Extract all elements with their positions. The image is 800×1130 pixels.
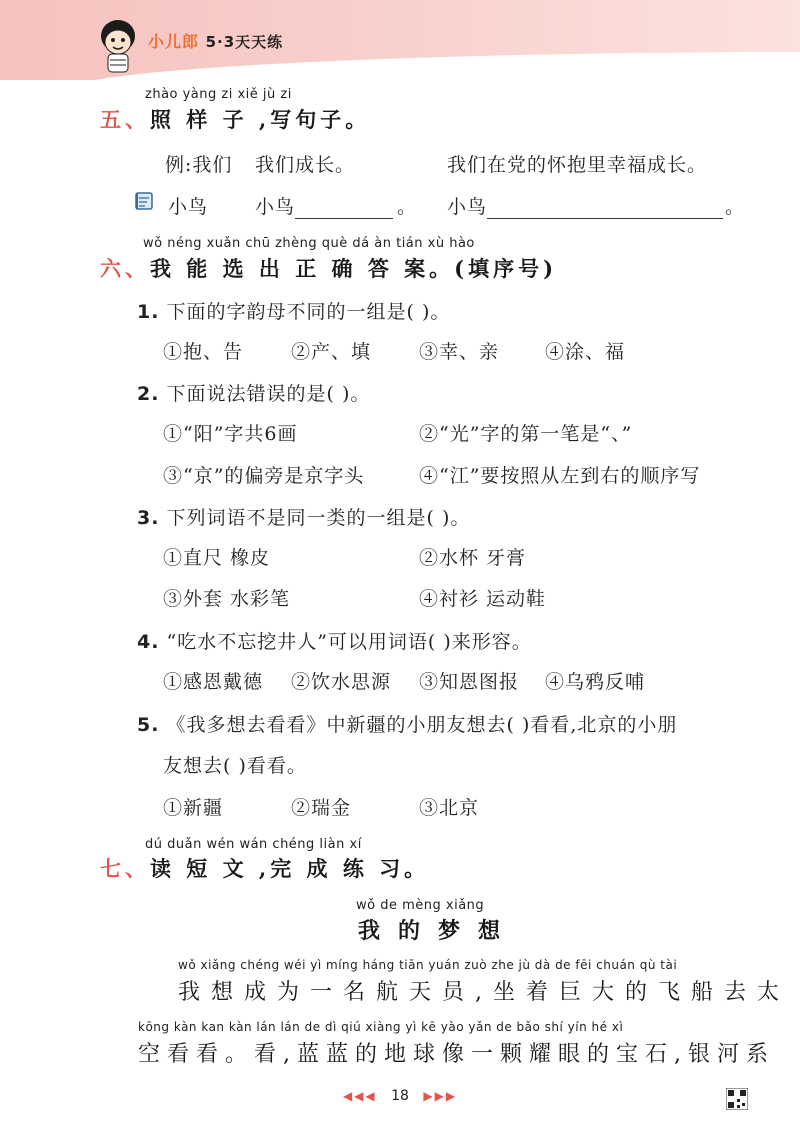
q1-option-4[interactable]: ④涂、福: [545, 341, 626, 363]
q4-option-4[interactable]: ④乌鸦反哺: [545, 671, 646, 693]
section5-number: 五、: [100, 107, 150, 132]
q1-option-3[interactable]: ③幸、亲: [419, 341, 500, 363]
question-5-text-cont: 友想去( )看看。: [163, 755, 307, 777]
question-1-number: 1.: [137, 301, 160, 323]
section7-title-text: 读 短 文 ,完 成 练 习。: [150, 856, 430, 881]
q3-option-2[interactable]: ②水杯 牙膏: [419, 547, 527, 569]
brand-name: 小儿郎: [148, 32, 200, 51]
story-line-1-pinyin: wǒ xiǎng chéng wéi yì míng háng tiān yuán zuò zhe jù dà de fēi chuán qù tài: [178, 958, 678, 972]
question-2-number: 2.: [137, 383, 160, 405]
task-end-1: 。: [397, 196, 418, 218]
q2-option-4[interactable]: ④“江”要按照从左到右的顺序写: [419, 465, 701, 487]
question-4: [137, 627, 532, 654]
task-end-2: 。: [725, 196, 746, 218]
section7-title: [100, 853, 429, 883]
answer-blank-1[interactable]: [295, 198, 393, 219]
pencil-book-icon: [133, 189, 157, 213]
q5-option-1[interactable]: ①新疆: [163, 797, 224, 819]
answer-blank-2[interactable]: [487, 198, 723, 219]
question-2: [137, 379, 370, 406]
example-label: 例:我们: [165, 154, 233, 176]
example-mid: 我们成长。: [255, 154, 356, 176]
mascot-boy-icon: [96, 16, 140, 74]
q2-option-2[interactable]: ②“光”字的第一笔是“、”: [419, 423, 633, 445]
story-title-pinyin: wǒ de mèng xiǎng: [356, 898, 485, 913]
section7-number: 七、: [100, 856, 150, 881]
question-1: [137, 297, 450, 324]
section6-title: [100, 253, 557, 283]
page-number: 18: [391, 1088, 409, 1104]
section6-number: 六、: [100, 256, 150, 281]
arrows-right-icon: ▶▶▶: [423, 1089, 458, 1103]
question-3-number: 3.: [137, 507, 160, 529]
arrows-left-icon: ◀◀◀: [342, 1089, 377, 1103]
page-footer: [0, 1088, 800, 1104]
q3-option-1[interactable]: ①直尺 橡皮: [163, 547, 271, 569]
task-long-line: [447, 192, 745, 219]
task-mid-line: [255, 192, 417, 219]
question-3-text: 下列词语不是同一类的一组是( )。: [166, 507, 471, 529]
q2-option-1[interactable]: ①“阳”字共6画: [163, 423, 298, 445]
question-2-text: 下面说法错误的是( )。: [166, 383, 371, 405]
question-4-text: “吃水不忘挖井人”可以用词语( )来形容。: [166, 631, 532, 653]
section5-title: [100, 104, 370, 134]
section7-pinyin: dú duǎn wén wán chéng liàn xí: [145, 837, 362, 852]
task-long-word: 小鸟: [447, 196, 488, 218]
task-mid-word: 小鸟: [255, 196, 296, 218]
story-title: 我的梦想: [358, 918, 519, 944]
example-long: 我们在党的怀抱里幸福成长。: [447, 154, 708, 176]
q4-option-1[interactable]: ①感恩戴德: [163, 671, 264, 693]
brand-title: [148, 29, 283, 52]
section6-pinyin: wǒ néng xuǎn chū zhèng què dá àn tián xù hào: [143, 236, 475, 251]
task-word: 小鸟: [168, 196, 209, 218]
question-5: [137, 710, 677, 737]
q1-option-1[interactable]: ①抱、告: [163, 341, 244, 363]
story-line-1: 我想成为一名航天员,坐着巨大的飞船去太: [178, 980, 790, 1005]
brand-series: 5·3天天练: [205, 33, 284, 51]
question-5-number: 5.: [137, 714, 160, 736]
q4-option-3[interactable]: ③知恩图报: [419, 671, 520, 693]
qr-code-icon: [726, 1088, 748, 1110]
q3-option-4[interactable]: ④衬衫 运动鞋: [419, 588, 547, 610]
q1-option-2[interactable]: ②产、填: [291, 341, 372, 363]
question-3: [137, 503, 470, 530]
story-line-2-pinyin: kōng kàn kan kàn lán lán de dì qiú xiàng yì kē yào yǎn de bǎo shí yín hé xì: [138, 1020, 624, 1034]
question-4-number: 4.: [137, 631, 160, 653]
section5-title-text: 照 样 子 ,写句子。: [150, 107, 371, 132]
q3-option-3[interactable]: ③外套 水彩笔: [163, 588, 291, 610]
q5-option-2[interactable]: ②瑞金: [291, 797, 352, 819]
section5-pinyin: zhào yàng zi xiě jù zi: [145, 87, 292, 102]
question-5-text: 《我多想去看看》中新疆的小朋友想去( )看看,北京的小朋: [166, 714, 678, 736]
question-1-text: 下面的字韵母不同的一组是( )。: [166, 301, 451, 323]
section6-title-text: 我 能 选 出 正 确 答 案。(填序号): [150, 256, 558, 281]
story-line-2: 空看看。看,蓝蓝的地球像一颗耀眼的宝石,银河系: [138, 1042, 775, 1067]
q2-option-3[interactable]: ③“京”的偏旁是京字头: [163, 465, 365, 487]
q5-option-3[interactable]: ③北京: [419, 797, 480, 819]
q4-option-2[interactable]: ②饮水思源: [291, 671, 392, 693]
